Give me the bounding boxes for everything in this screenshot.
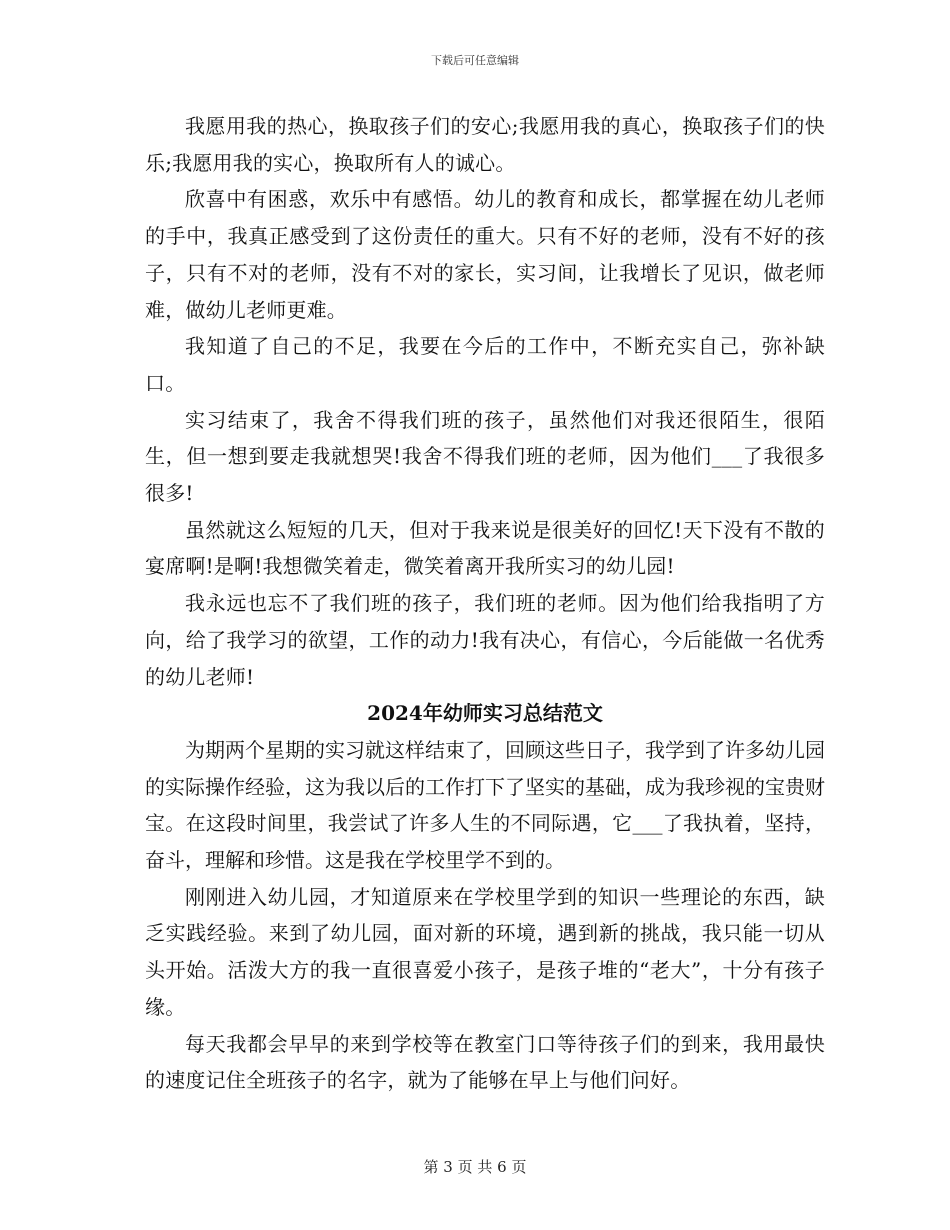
page-header-note: 下载后可任意编辑: [431, 54, 519, 67]
page-number: 第 3 页 共 6 页: [423, 1158, 527, 1176]
section-title: 2024年幼师实习总结范文: [367, 701, 603, 726]
paragraph: 虽然就这么短短的几天，但对于我来说是很美好的回忆!天下没有不散的宴席啊!是啊!我想微笑着走，微笑着离开我所实习的幼儿园!: [145, 517, 825, 579]
paragraph: 刚刚进入幼儿园，才知道原来在学校里学到的知识一些理论的东西，缺乏实践经验。来到了幼儿园，面对新的环境，遇到新的挑战，我只能一切从头开始。活泼大方的我一直很喜爱小孩子，是孩子堆的“老大”，十分有孩子缘。: [145, 884, 825, 1019]
paragraph: 为期两个星期的实习就这样结束了，回顾这些日子，我学到了许多幼儿园的实际操作经验，这为我以后的工作打下了坚实的基础，成为我珍视的宝贵财宝。在这段时间里，我尝试了许多人生的不同际遇，它___了我执着，坚持，奋斗，理解和珍惜。这是我在学校里学不到的。: [145, 737, 825, 873]
paragraph: 欣喜中有困惑，欢乐中有感悟。幼儿的教育和成长，都掌握在幼儿老师的手中，我真正感受到了这份责任的重大。只有不好的老师，没有不好的孩子，只有不对的老师，没有不对的家长，实习间，让我增长了见识，做老师难，做幼儿老师更难。: [145, 187, 825, 322]
document-body: [145, 108, 825, 1099]
paragraph: 实习结束了，我舍不得我们班的孩子，虽然他们对我还很陌生，很陌生，但一想到要走我就想哭!我舍不得我们班的老师，因为他们___了我很多很多!: [145, 407, 825, 506]
paragraph: 我愿用我的热心，换取孩子们的安心;我愿用我的真心，换取孩子们的快乐;我愿用我的实心，换取所有人的诚心。: [145, 114, 825, 175]
paragraph: 我永远也忘不了我们班的孩子，我们班的老师。因为他们给我指明了方向，给了我学习的欲望，工作的动力!我有决心，有信心，今后能做一名优秀的幼儿老师!: [145, 591, 825, 689]
paragraph: 每天我都会早早的来到学校等在教室门口等待孩子们的到来，我用最快的速度记住全班孩子的名字，就为了能够在早上与他们问好。: [145, 1031, 825, 1093]
paragraph: 我知道了自己的不足，我要在今后的工作中，不断充实自己，弥补缺口。: [145, 334, 825, 395]
